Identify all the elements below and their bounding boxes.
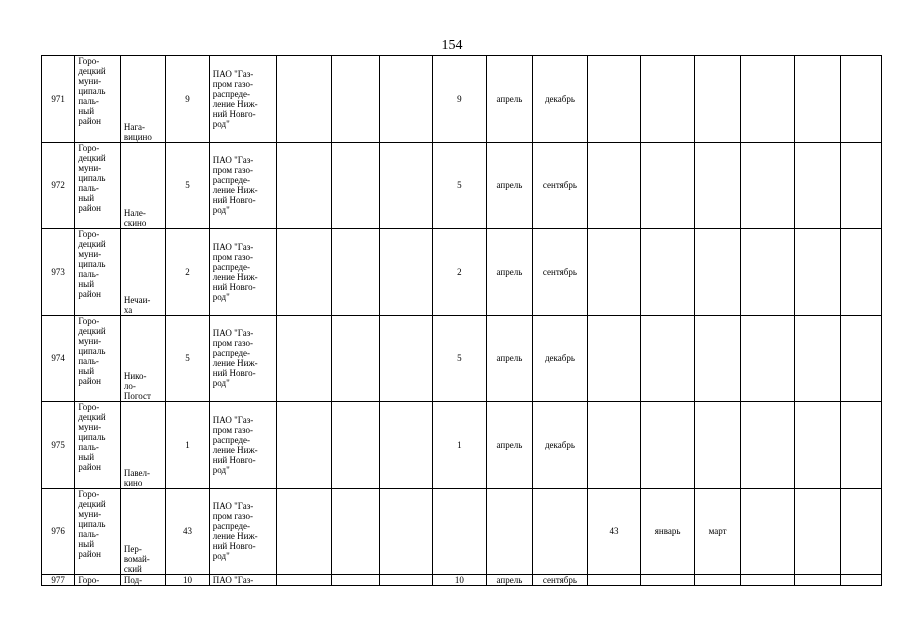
settlement-cell: Нико- ло- Погост — [120, 315, 165, 402]
organization-cell: ПАО "Газ- пром газо- распреде- ление Ниж- ний Новго- род" — [209, 402, 277, 489]
end-month-cell: сентябрь — [533, 142, 588, 229]
empty-cell-7 — [332, 315, 380, 402]
start-month-cell: апрель — [486, 315, 532, 402]
empty-cell-17 — [841, 142, 882, 229]
start-month-cell — [486, 488, 532, 575]
end-month-2-cell — [694, 575, 740, 586]
municipality-cell: Горо- децкий муни- ципаль паль- ный район — [75, 142, 120, 229]
end-month-cell: декабрь — [533, 315, 588, 402]
empty-cell-15 — [741, 575, 795, 586]
empty-cell-17 — [841, 56, 882, 143]
empty-cell-16 — [794, 315, 840, 402]
start-month-2-cell — [641, 56, 695, 143]
empty-cell-15 — [741, 142, 795, 229]
count-2-cell — [587, 56, 641, 143]
empty-cell-16 — [794, 229, 840, 316]
empty-cell-6 — [277, 142, 332, 229]
empty-cell-6 — [277, 402, 332, 489]
municipality-cell: Горо- децкий муни- ципаль паль- ный район — [75, 229, 120, 316]
empty-cell-15 — [741, 488, 795, 575]
total-cell: 5 — [433, 142, 487, 229]
page-number: 154 — [441, 38, 463, 53]
municipality-cell: Горо- децкий муни- ципаль паль- ный район — [75, 56, 120, 143]
end-month-cell: сентябрь — [533, 229, 588, 316]
empty-cell-7 — [332, 56, 380, 143]
empty-cell-8 — [379, 142, 433, 229]
start-month-cell: апрель — [486, 229, 532, 316]
settlement-cell: Нага- вицино — [120, 56, 165, 143]
municipality-cell: Горо- — [75, 575, 120, 586]
empty-cell-8 — [379, 575, 433, 586]
row-number: 972 — [42, 142, 75, 229]
count-cell: 10 — [166, 575, 209, 586]
empty-cell-6 — [277, 575, 332, 586]
empty-cell-8 — [379, 56, 433, 143]
start-month-cell: апрель — [486, 56, 532, 143]
empty-cell-15 — [741, 229, 795, 316]
table-row — [42, 56, 882, 143]
empty-cell-16 — [794, 575, 840, 586]
empty-cell-8 — [379, 315, 433, 402]
table-row — [42, 315, 882, 402]
count-cell: 2 — [166, 229, 209, 316]
empty-cell-7 — [332, 488, 380, 575]
empty-cell-16 — [794, 488, 840, 575]
end-month-2-cell — [694, 315, 740, 402]
row-number: 976 — [42, 488, 75, 575]
end-month-2-cell — [694, 229, 740, 316]
start-month-2-cell — [641, 315, 695, 402]
table-row — [42, 575, 882, 586]
end-month-cell — [533, 488, 588, 575]
settlement-cell: Нечаи- ха — [120, 229, 165, 316]
end-month-cell: декабрь — [533, 402, 588, 489]
end-month-2-cell — [694, 56, 740, 143]
settlement-cell: Пер- вомай- ский — [120, 488, 165, 575]
schedule-table — [41, 55, 882, 586]
end-month-2-cell — [694, 402, 740, 489]
row-number: 971 — [42, 56, 75, 143]
empty-cell-16 — [794, 402, 840, 489]
empty-cell-17 — [841, 229, 882, 316]
end-month-2-cell — [694, 142, 740, 229]
start-month-2-cell — [641, 575, 695, 586]
empty-cell-15 — [741, 315, 795, 402]
settlement-cell: Под- — [120, 575, 165, 586]
total-cell: 2 — [433, 229, 487, 316]
start-month-cell: апрель — [486, 575, 532, 586]
organization-cell: ПАО "Газ- — [209, 575, 277, 586]
empty-cell-15 — [741, 56, 795, 143]
total-cell: 9 — [433, 56, 487, 143]
organization-cell: ПАО "Газ- пром газо- распреде- ление Ниж- ний Новго- род" — [209, 488, 277, 575]
table-row — [42, 402, 882, 489]
count-2-cell — [587, 315, 641, 402]
total-cell: 10 — [433, 575, 487, 586]
count-cell: 43 — [166, 488, 209, 575]
municipality-cell: Горо- децкий муни- ципаль паль- ный район — [75, 315, 120, 402]
table-row — [42, 229, 882, 316]
start-month-cell: апрель — [486, 142, 532, 229]
empty-cell-6 — [277, 56, 332, 143]
count-cell: 5 — [166, 315, 209, 402]
row-number: 975 — [42, 402, 75, 489]
total-cell: 1 — [433, 402, 487, 489]
row-number: 977 — [42, 575, 75, 586]
empty-cell-7 — [332, 575, 380, 586]
empty-cell-7 — [332, 402, 380, 489]
total-cell — [433, 488, 487, 575]
organization-cell: ПАО "Газ- пром газо- распреде- ление Ниж- ний Новго- род" — [209, 315, 277, 402]
count-cell: 9 — [166, 56, 209, 143]
start-month-2-cell — [641, 402, 695, 489]
empty-cell-17 — [841, 315, 882, 402]
organization-cell: ПАО "Газ- пром газо- распреде- ление Ниж- ний Новго- род" — [209, 142, 277, 229]
empty-cell-16 — [794, 56, 840, 143]
organization-cell: ПАО "Газ- пром газо- распреде- ление Ниж- ний Новго- род" — [209, 229, 277, 316]
total-cell: 5 — [433, 315, 487, 402]
count-2-cell — [587, 575, 641, 586]
count-2-cell — [587, 402, 641, 489]
table-row — [42, 142, 882, 229]
end-month-cell: сентябрь — [533, 575, 588, 586]
row-number: 974 — [42, 315, 75, 402]
end-month-cell: декабрь — [533, 56, 588, 143]
table-row — [42, 488, 882, 575]
empty-cell-7 — [332, 229, 380, 316]
count-2-cell — [587, 142, 641, 229]
empty-cell-8 — [379, 229, 433, 316]
empty-cell-15 — [741, 402, 795, 489]
start-month-2-cell — [641, 142, 695, 229]
municipality-cell: Горо- децкий муни- ципаль паль- ный район — [75, 402, 120, 489]
empty-cell-6 — [277, 229, 332, 316]
settlement-cell: Павел- кино — [120, 402, 165, 489]
empty-cell-17 — [841, 575, 882, 586]
start-month-cell: апрель — [486, 402, 532, 489]
organization-cell: ПАО "Газ- пром газо- распреде- ление Ниж- ний Новго- род" — [209, 56, 277, 143]
row-number: 973 — [42, 229, 75, 316]
empty-cell-6 — [277, 488, 332, 575]
empty-cell-7 — [332, 142, 380, 229]
empty-cell-17 — [841, 488, 882, 575]
start-month-2-cell: январь — [641, 488, 695, 575]
empty-cell-17 — [841, 402, 882, 489]
count-2-cell: 43 — [587, 488, 641, 575]
start-month-2-cell — [641, 229, 695, 316]
empty-cell-6 — [277, 315, 332, 402]
empty-cell-8 — [379, 402, 433, 489]
empty-cell-16 — [794, 142, 840, 229]
count-cell: 1 — [166, 402, 209, 489]
count-2-cell — [587, 229, 641, 316]
empty-cell-8 — [379, 488, 433, 575]
settlement-cell: Нале- скино — [120, 142, 165, 229]
municipality-cell: Горо- децкий муни- ципаль паль- ный район — [75, 488, 120, 575]
count-cell: 5 — [166, 142, 209, 229]
end-month-2-cell: март — [694, 488, 740, 575]
